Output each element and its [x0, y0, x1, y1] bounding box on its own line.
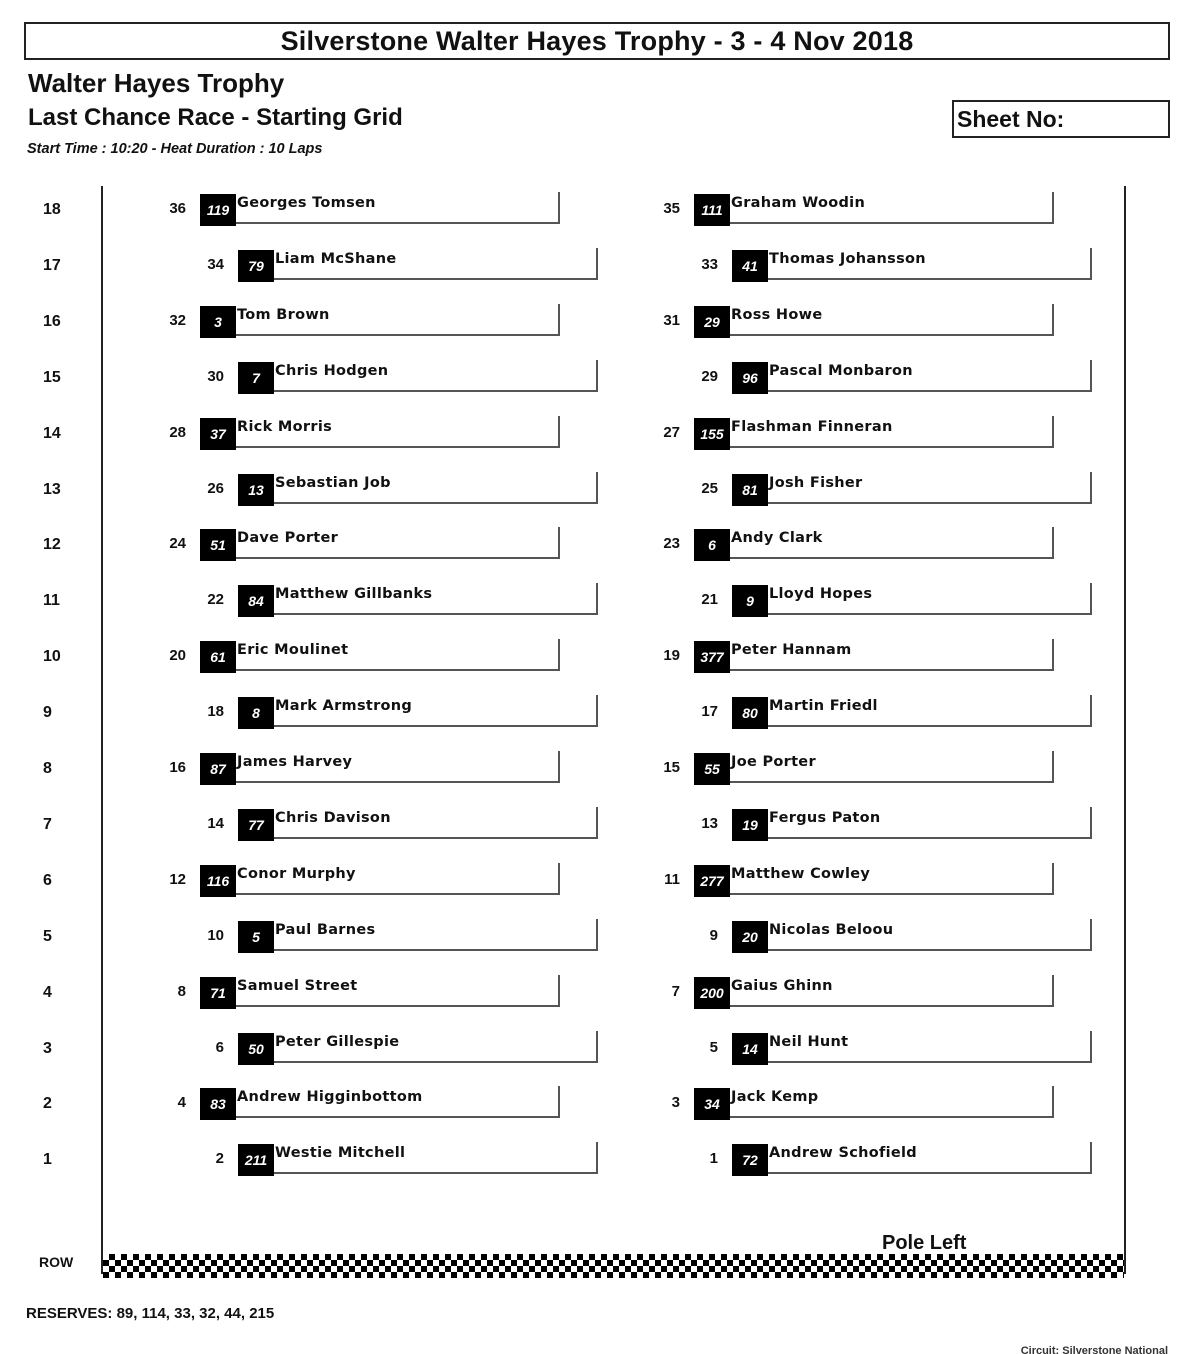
car-number-badge: 80 [732, 697, 768, 729]
grid-slot [701, 583, 1094, 615]
row-number: 17 [43, 256, 61, 274]
driver-name: James Harvey [237, 754, 353, 770]
driver-name: Paul Barnes [275, 921, 376, 938]
car-number-badge: 116 [200, 865, 236, 897]
grid-position: 5 [709, 1038, 718, 1056]
grid-slot [207, 472, 600, 504]
car-number-badge: 51 [200, 529, 236, 561]
grid-position: 6 [215, 1038, 224, 1056]
grid-position: 4 [177, 1094, 186, 1112]
grid-position: 25 [701, 479, 718, 497]
driver-name: Matthew Gillbanks [275, 586, 433, 603]
car-number-badge: 34 [694, 1088, 730, 1120]
row-number: 16 [43, 312, 61, 330]
grid-slot [215, 1031, 600, 1063]
grid-right-border [1124, 186, 1126, 1274]
driver-name: Conor Murphy [237, 865, 356, 882]
car-number-badge: 72 [732, 1144, 768, 1176]
row-number: 11 [43, 592, 60, 610]
car-number-badge: 155 [694, 418, 730, 450]
grid-position: 10 [207, 926, 224, 944]
grid-slot [663, 639, 1056, 671]
driver-name: Chris Davison [275, 809, 391, 826]
grid-slot [701, 248, 1094, 280]
driver-name: Rick Morris [237, 418, 333, 435]
circuit-note: Circuit: Silverstone National [1020, 1345, 1168, 1354]
car-number-badge: 13 [238, 474, 274, 506]
driver-name: Mark Armstrong [275, 698, 413, 715]
driver-name: Neil Hunt [769, 1033, 849, 1050]
driver-name: Thomas Johansson [769, 250, 926, 267]
car-number-badge: 14 [732, 1033, 768, 1065]
row-number: 2 [43, 1095, 52, 1113]
event-name: Walter Hayes Trophy [28, 68, 285, 98]
driver-name: Martin Friedl [769, 698, 878, 715]
grid-position: 15 [663, 759, 680, 776]
grid-slot [709, 919, 1094, 951]
driver-name: Samuel Street [237, 977, 358, 994]
car-number-badge: 5 [238, 921, 274, 953]
grid-slot [169, 751, 562, 783]
grid-slot [215, 1142, 600, 1174]
grid-position: 2 [215, 1150, 224, 1168]
grid-position: 21 [701, 591, 718, 609]
car-number-badge: 7 [238, 362, 274, 394]
driver-name: Peter Gillespie [275, 1033, 400, 1050]
car-number-badge: 55 [694, 753, 730, 785]
row-number: 14 [43, 424, 61, 442]
car-number-badge: 9 [732, 585, 768, 617]
pole-label: Pole Left [882, 1232, 967, 1254]
grid-slot [207, 919, 600, 951]
grid-position: 17 [701, 703, 718, 721]
grid-slot [701, 695, 1094, 727]
grid-slot [207, 807, 600, 839]
driver-name: Georges Tomsen [237, 195, 376, 211]
grid-position: 28 [169, 423, 186, 441]
row-number: 5 [43, 927, 52, 945]
car-number-badge: 87 [200, 753, 236, 785]
grid-position: 23 [663, 535, 680, 553]
grid-slot [169, 192, 562, 224]
grid-position: 7 [671, 982, 680, 1000]
grid-slot [207, 360, 600, 392]
driver-name: Pascal Monbaron [769, 362, 913, 379]
grid-position: 33 [701, 255, 718, 273]
driver-name: Graham Woodin [731, 195, 866, 211]
grid-position: 31 [663, 311, 680, 329]
driver-name: Dave Porter [237, 530, 339, 547]
row-number: 7 [43, 815, 52, 833]
chequered-line [103, 1248, 1124, 1280]
car-number-badge: 6 [694, 529, 730, 561]
car-number-badge: 19 [732, 809, 768, 841]
grid-slot [169, 304, 562, 336]
grid-position: 30 [207, 367, 224, 385]
grid-slot [701, 472, 1094, 504]
car-number-badge: 41 [732, 250, 768, 282]
driver-name: Eric Moulinet [237, 642, 349, 659]
grid-slot [709, 1031, 1094, 1063]
session-name: Last Chance Race - Starting Grid [28, 104, 403, 131]
car-number-badge: 83 [200, 1088, 236, 1120]
row-number: 15 [43, 368, 61, 386]
car-number-badge: 111 [694, 194, 730, 226]
grid-position: 9 [709, 926, 718, 944]
grid-slot [709, 1142, 1094, 1174]
grid-position: 8 [177, 982, 186, 1000]
grid-position: 27 [663, 423, 680, 441]
grid-slot [663, 527, 1056, 559]
grid-position: 19 [663, 647, 680, 665]
car-number-badge: 79 [238, 250, 274, 282]
grid-slot [169, 863, 562, 895]
row-number: 4 [43, 983, 52, 1001]
grid-position: 11 [664, 870, 680, 888]
grid-slot [701, 807, 1094, 839]
grid-position: 29 [701, 367, 718, 385]
car-number-badge: 377 [694, 641, 730, 673]
car-number-badge: 96 [732, 362, 768, 394]
car-number-badge: 20 [732, 921, 768, 953]
grid-position: 12 [169, 870, 186, 888]
car-number-badge: 119 [200, 194, 236, 226]
grid-position: 1 [709, 1150, 718, 1168]
grid-slot [169, 527, 562, 559]
grid-position: 16 [169, 759, 186, 776]
grid-position: 34 [207, 255, 224, 273]
grid-slot [671, 975, 1056, 1007]
driver-name: Peter Hannam [731, 642, 852, 659]
grid-slot [169, 416, 562, 448]
driver-name: Matthew Cowley [731, 865, 871, 882]
row-number: 13 [43, 480, 61, 498]
row-number: 3 [43, 1039, 52, 1057]
driver-name: Ross Howe [731, 306, 823, 323]
driver-name: Nicolas Beloou [769, 921, 894, 938]
driver-name: Tom Brown [237, 306, 330, 323]
driver-name: Sebastian Job [275, 474, 391, 491]
car-number-badge: 84 [238, 585, 274, 617]
driver-name: Josh Fisher [769, 474, 863, 491]
session-info: Start Time : 10:20 - Heat Duration : 10 Laps [27, 141, 323, 157]
car-number-badge: 37 [200, 418, 236, 450]
row-number: 9 [43, 704, 52, 722]
row-number: 12 [43, 536, 61, 554]
grid-position: 18 [207, 703, 224, 721]
driver-name: Andrew Schofield [769, 1145, 917, 1162]
driver-name: Andrew Higginbottom [237, 1089, 423, 1106]
grid-slot [663, 304, 1056, 336]
driver-name: Jack Kemp [731, 1089, 819, 1106]
driver-name: Gaius Ghinn [731, 977, 833, 994]
row-label: ROW [39, 1254, 74, 1270]
grid-slot [207, 248, 600, 280]
car-number-badge: 61 [200, 641, 236, 673]
car-number-badge: 50 [238, 1033, 274, 1065]
driver-name: Lloyd Hopes [769, 586, 873, 603]
car-number-badge: 277 [694, 865, 730, 897]
grid-slot [169, 639, 562, 671]
grid-slot [663, 416, 1056, 448]
grid-position: 36 [169, 200, 186, 217]
grid-position: 13 [701, 814, 718, 832]
car-number-badge: 8 [238, 697, 274, 729]
grid-slot [177, 1086, 562, 1118]
car-number-badge: 29 [694, 306, 730, 338]
grid-position: 20 [169, 647, 186, 665]
row-number: 8 [43, 760, 52, 777]
grid-slot [207, 583, 600, 615]
grid-slot [207, 695, 600, 727]
grid-position: 32 [169, 311, 186, 329]
row-number: 6 [43, 871, 52, 889]
row-number: 10 [43, 648, 61, 666]
grid-position: 3 [671, 1094, 680, 1112]
driver-name: Andy Clark [731, 530, 823, 547]
row-number: 1 [43, 1151, 52, 1169]
grid-slot [701, 360, 1094, 392]
grid-slot [671, 1086, 1056, 1118]
grid-position: 26 [207, 479, 224, 497]
driver-name: Chris Hodgen [275, 362, 389, 379]
grid-position: 14 [207, 814, 224, 832]
car-number-badge: 81 [732, 474, 768, 506]
driver-name: Joe Porter [731, 754, 816, 770]
document-title: Silverstone Walter Hayes Trophy - 3 - 4 Nov 2018 [24, 22, 1170, 60]
driver-name: Flashman Finneran [731, 418, 893, 435]
car-number-badge: 71 [200, 977, 236, 1009]
car-number-badge: 200 [694, 977, 730, 1009]
grid-slot [177, 975, 562, 1007]
row-number: 18 [43, 201, 61, 218]
driver-name: Westie Mitchell [275, 1145, 406, 1162]
grid-slot [664, 863, 1056, 895]
car-number-badge: 211 [238, 1144, 274, 1176]
grid-position: 24 [169, 535, 186, 553]
grid-slot [663, 751, 1056, 783]
driver-name: Fergus Paton [769, 809, 881, 826]
driver-name: Liam McShane [275, 250, 397, 267]
car-number-badge: 3 [200, 306, 236, 338]
car-number-badge: 77 [238, 809, 274, 841]
grid-position: 22 [207, 591, 224, 609]
grid-position: 35 [663, 200, 680, 217]
sheet-number-box: Sheet No: [952, 100, 1170, 138]
reserves-list: RESERVES: 89, 114, 33, 32, 44, 215 [26, 1305, 275, 1322]
grid-slot [663, 192, 1056, 224]
